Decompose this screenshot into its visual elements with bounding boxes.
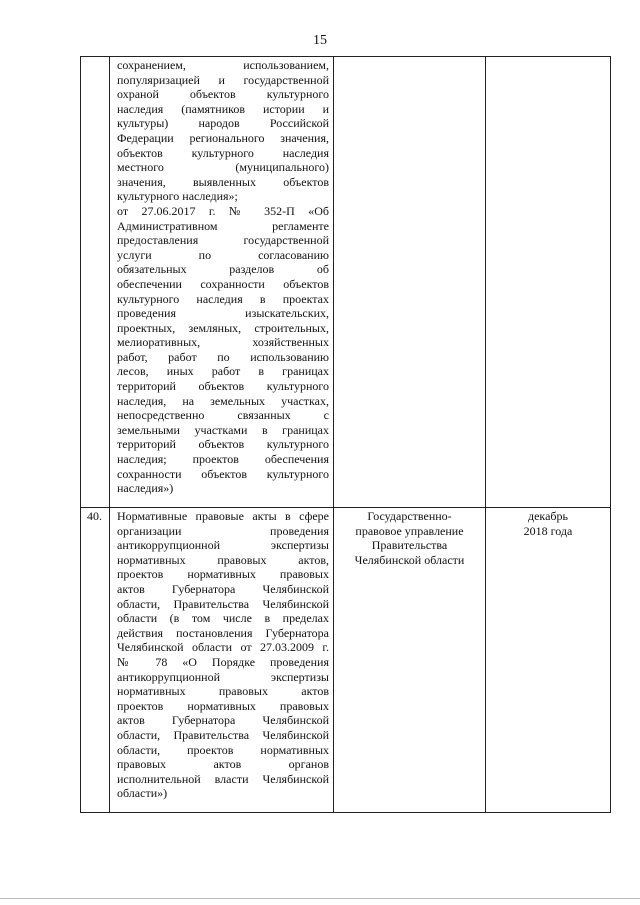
text-line: непосредственно связанных с: [117, 408, 329, 423]
text-line: проектов нормативных правовых: [117, 698, 329, 713]
text-line: антикоррупционной экспертизы: [117, 669, 329, 684]
text-line: территорий объектов культурного: [117, 379, 329, 394]
text-line: обязательных разделов об: [117, 262, 329, 277]
text-line: сохранением, использованием,: [117, 58, 329, 72]
text-line: обеспечении сохранности объектов: [117, 276, 329, 291]
text-line: территорий объектов культурного: [117, 437, 329, 452]
text-line: области, проектов нормативных: [117, 742, 329, 757]
text-line: актов Губернатора Челябинской: [117, 581, 329, 596]
deadline-line: 2018 года: [523, 523, 573, 538]
executor-cell: [334, 57, 486, 508]
act-description-cell: [110, 508, 334, 813]
page-bottom-rule: [0, 898, 640, 899]
plan-table: [80, 56, 611, 813]
text-line: мелиоративных, хозяйственных: [117, 335, 329, 350]
row-number: [81, 57, 109, 58]
text-line: культурного наследия в проектах: [117, 291, 329, 306]
text-line: сохранности объектов культурного: [117, 466, 329, 481]
text-line: услуги по согласованию: [117, 247, 329, 262]
row-number-cell: [81, 57, 110, 508]
text-line: популяризацией и государственной: [117, 72, 329, 87]
table-row: [81, 508, 611, 813]
text-line: антикоррупционной экспертизы: [117, 538, 329, 553]
text-line: Нормативные правовые акты в сфере: [117, 509, 329, 523]
text-line: лесов, иных работ в границах: [117, 364, 329, 379]
text-line: значения, выявленных объектов: [117, 174, 329, 189]
deadline-cell: [486, 508, 611, 813]
row-number: 40.: [87, 509, 102, 523]
text-line: наследия»): [117, 481, 174, 496]
text-line: культуры) народов Российской: [117, 116, 329, 131]
text-line: области, Правительства Челябинской: [117, 727, 329, 742]
text-line: Федерации регионального значения,: [117, 130, 329, 145]
deadline-line: декабрь: [528, 509, 568, 523]
text-line: проектов нормативных правовых: [117, 567, 329, 582]
act-description: [110, 508, 333, 803]
text-line: объектов культурного наследия: [117, 145, 329, 160]
text-line: Челябинской области от 27.03.2009 г.: [117, 640, 329, 655]
row-number-cell: [81, 508, 110, 813]
text-line: № 78 «О Порядке проведения: [117, 654, 329, 669]
text-line: местного (муниципального): [117, 160, 329, 175]
executor-line: Челябинской области: [354, 552, 465, 567]
text-line: от 27.06.2017 г. № 352-П «Об: [117, 203, 329, 218]
text-line: земельными участками в границах: [117, 422, 329, 437]
page-number: 15: [313, 33, 327, 48]
text-line: культурного наследия»;: [117, 189, 238, 204]
text-line: действия постановления Губернатора: [117, 625, 329, 640]
text-line: организации проведения: [117, 523, 329, 538]
text-line: охраной объектов культурного: [117, 87, 329, 102]
executor-line: Государственно-: [367, 509, 452, 523]
text-line: области (в том числе в пределах: [117, 611, 329, 626]
text-line: проектных, земляных, строительных,: [117, 320, 329, 335]
text-line: области, Правительства Челябинской: [117, 596, 329, 611]
text-line: наследия, на земельных участках,: [117, 393, 329, 408]
text-line: предоставления государственной: [117, 233, 329, 248]
deadline-cell: [486, 57, 611, 508]
text-line: области»): [117, 786, 168, 801]
text-line: Административном регламенте: [117, 218, 329, 233]
text-line: наследия; проектов обеспечения: [117, 452, 329, 467]
act-description: [110, 57, 333, 498]
table-row: [81, 57, 611, 508]
text-line: проведения изыскательских,: [117, 306, 329, 321]
executor-cell: [334, 508, 486, 813]
deadline: [486, 508, 610, 540]
text-line: нормативных правовых актов,: [117, 552, 329, 567]
text-line: работ, работ по использованию: [117, 349, 329, 364]
executor-line: правовое управление: [355, 523, 464, 538]
text-line: исполнительной власти Челябинской: [117, 771, 329, 786]
executor: [334, 508, 485, 569]
executor-line: Правительства: [371, 538, 448, 553]
text-line: наследия (памятников истории и: [117, 101, 329, 116]
text-line: нормативных правовых актов: [117, 684, 329, 699]
act-description-cell: [110, 57, 334, 508]
text-line: актов Губернатора Челябинской: [117, 713, 329, 728]
text-line: правовых актов органов: [117, 757, 329, 772]
